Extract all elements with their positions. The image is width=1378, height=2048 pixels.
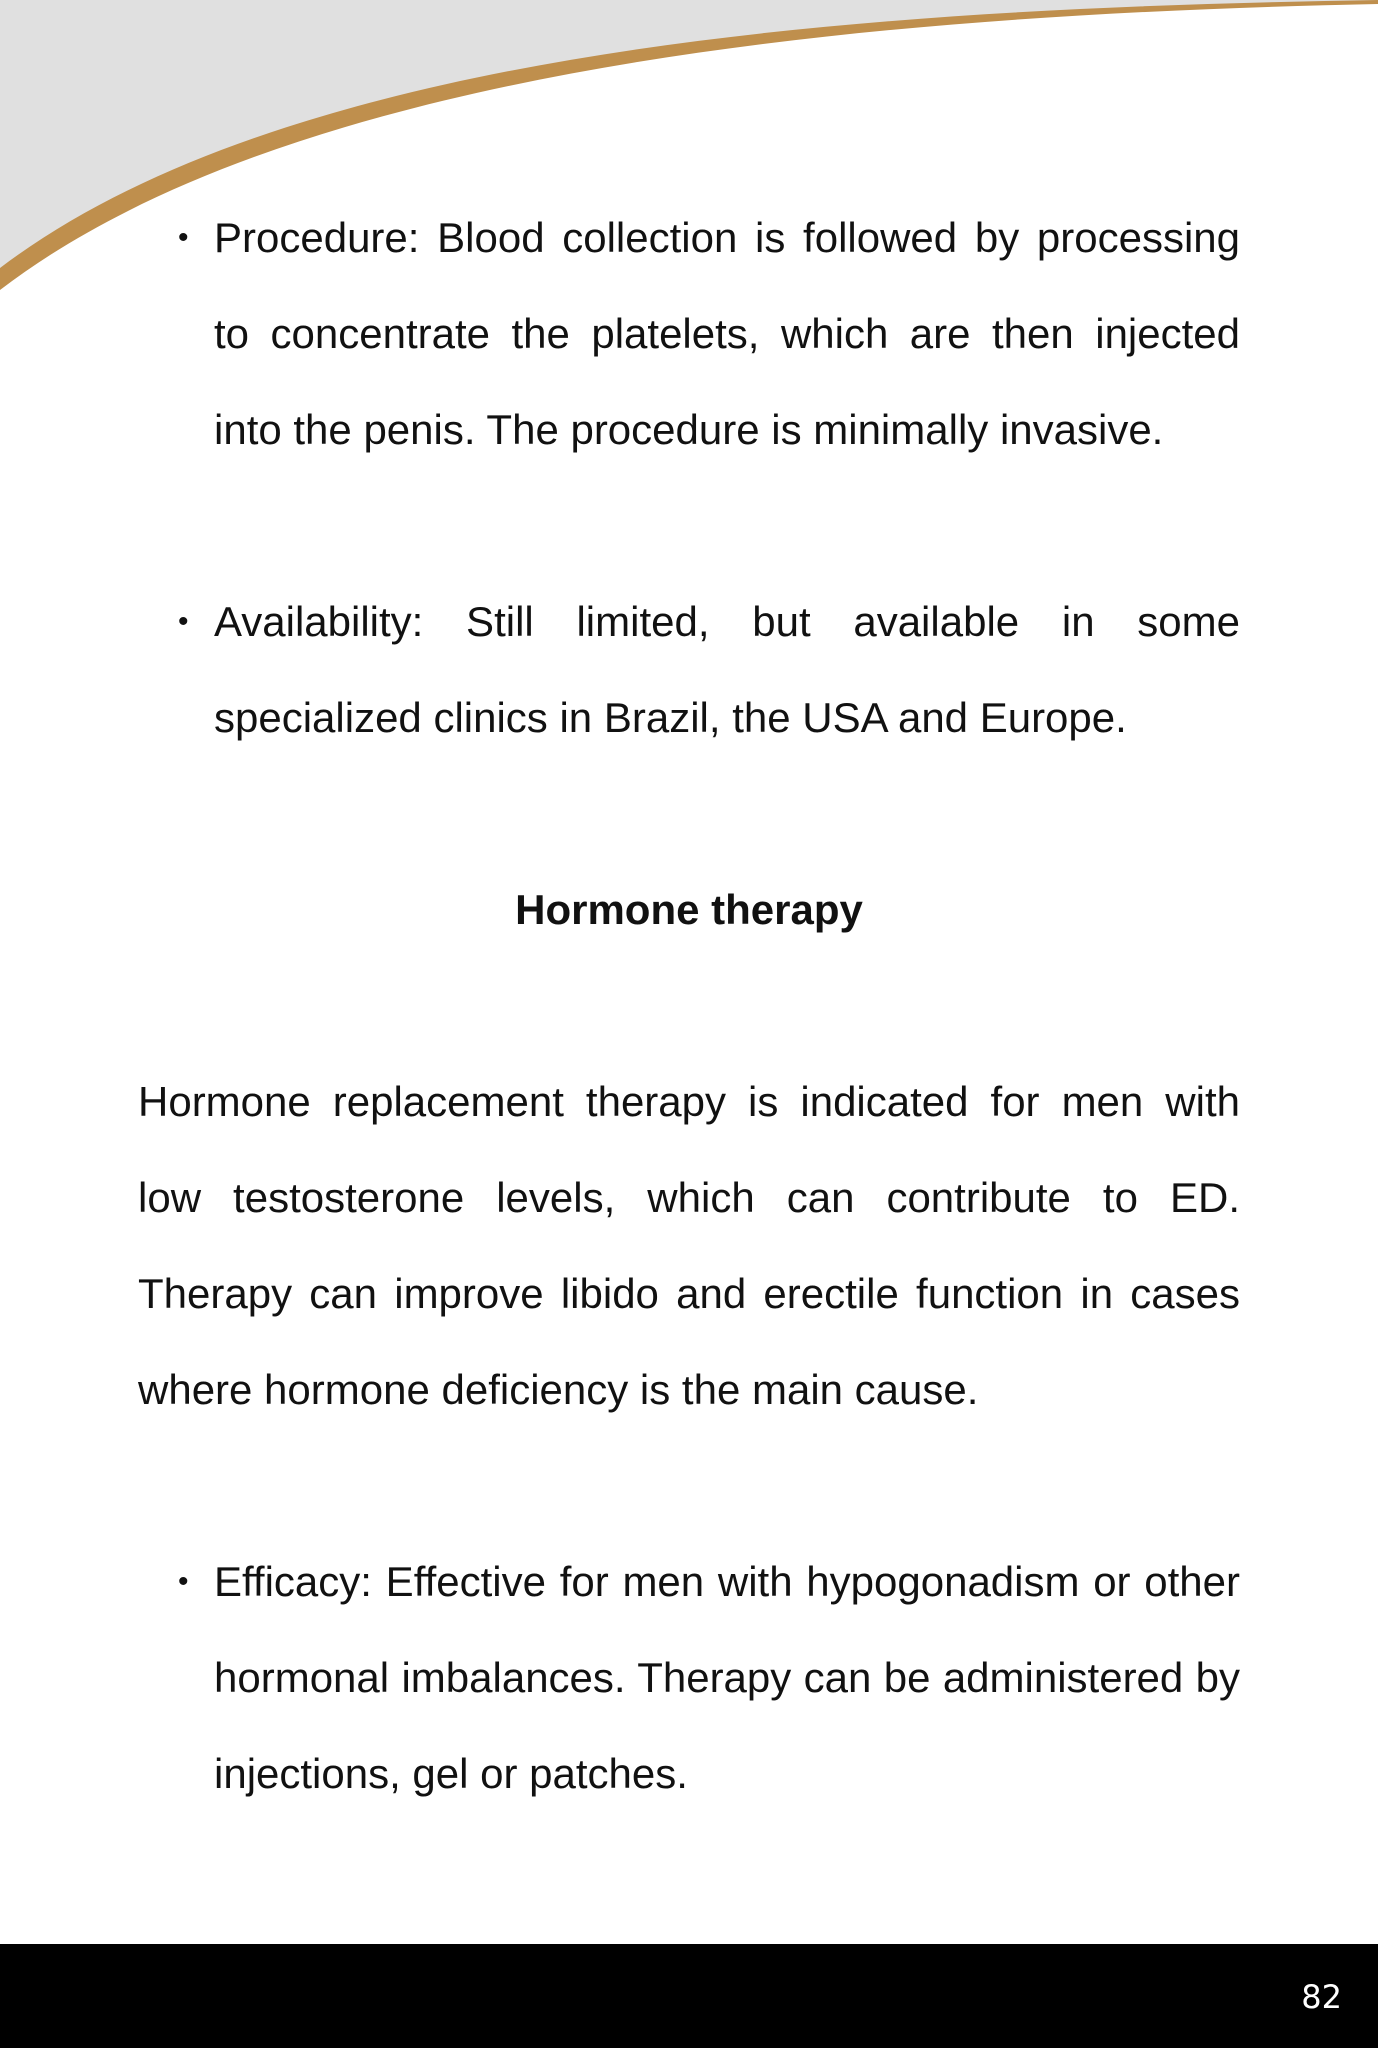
bullet-text: Availability: Still limited, but available in some specialized clinics in Brazil, the USA and Europe. [214,598,1240,741]
bullet-item-procedure [138,190,1240,478]
page-number: 82 [1301,1978,1342,2016]
footer-bar [0,1944,1378,2048]
bullet-text: Efficacy: Effective for men with hypogonadism or other hormonal imbalances. Therapy can be administered by injections, gel or patches. [214,1558,1240,1797]
bullet-dot-icon: • [178,1565,189,1598]
bullet-dot-icon: • [178,221,189,254]
bullet-dot-icon: • [178,605,189,638]
section-paragraph: Hormone replacement therapy is indicated for men with low testosterone levels, which can contribute to ED. Therapy can improve libido and erectile function in cases where hormone deficiency is the main cause. [138,1078,1240,1413]
page-content [138,190,1240,1822]
bullet-item-efficacy [138,1534,1240,1822]
section-heading: Hormone therapy [515,886,863,933]
bullet-item-availability [138,574,1240,766]
bullet-text: Procedure: Blood collection is followed by processing to concentrate the platelets, which are then injected into the penis. The procedure is minimally invasive. [214,214,1240,453]
